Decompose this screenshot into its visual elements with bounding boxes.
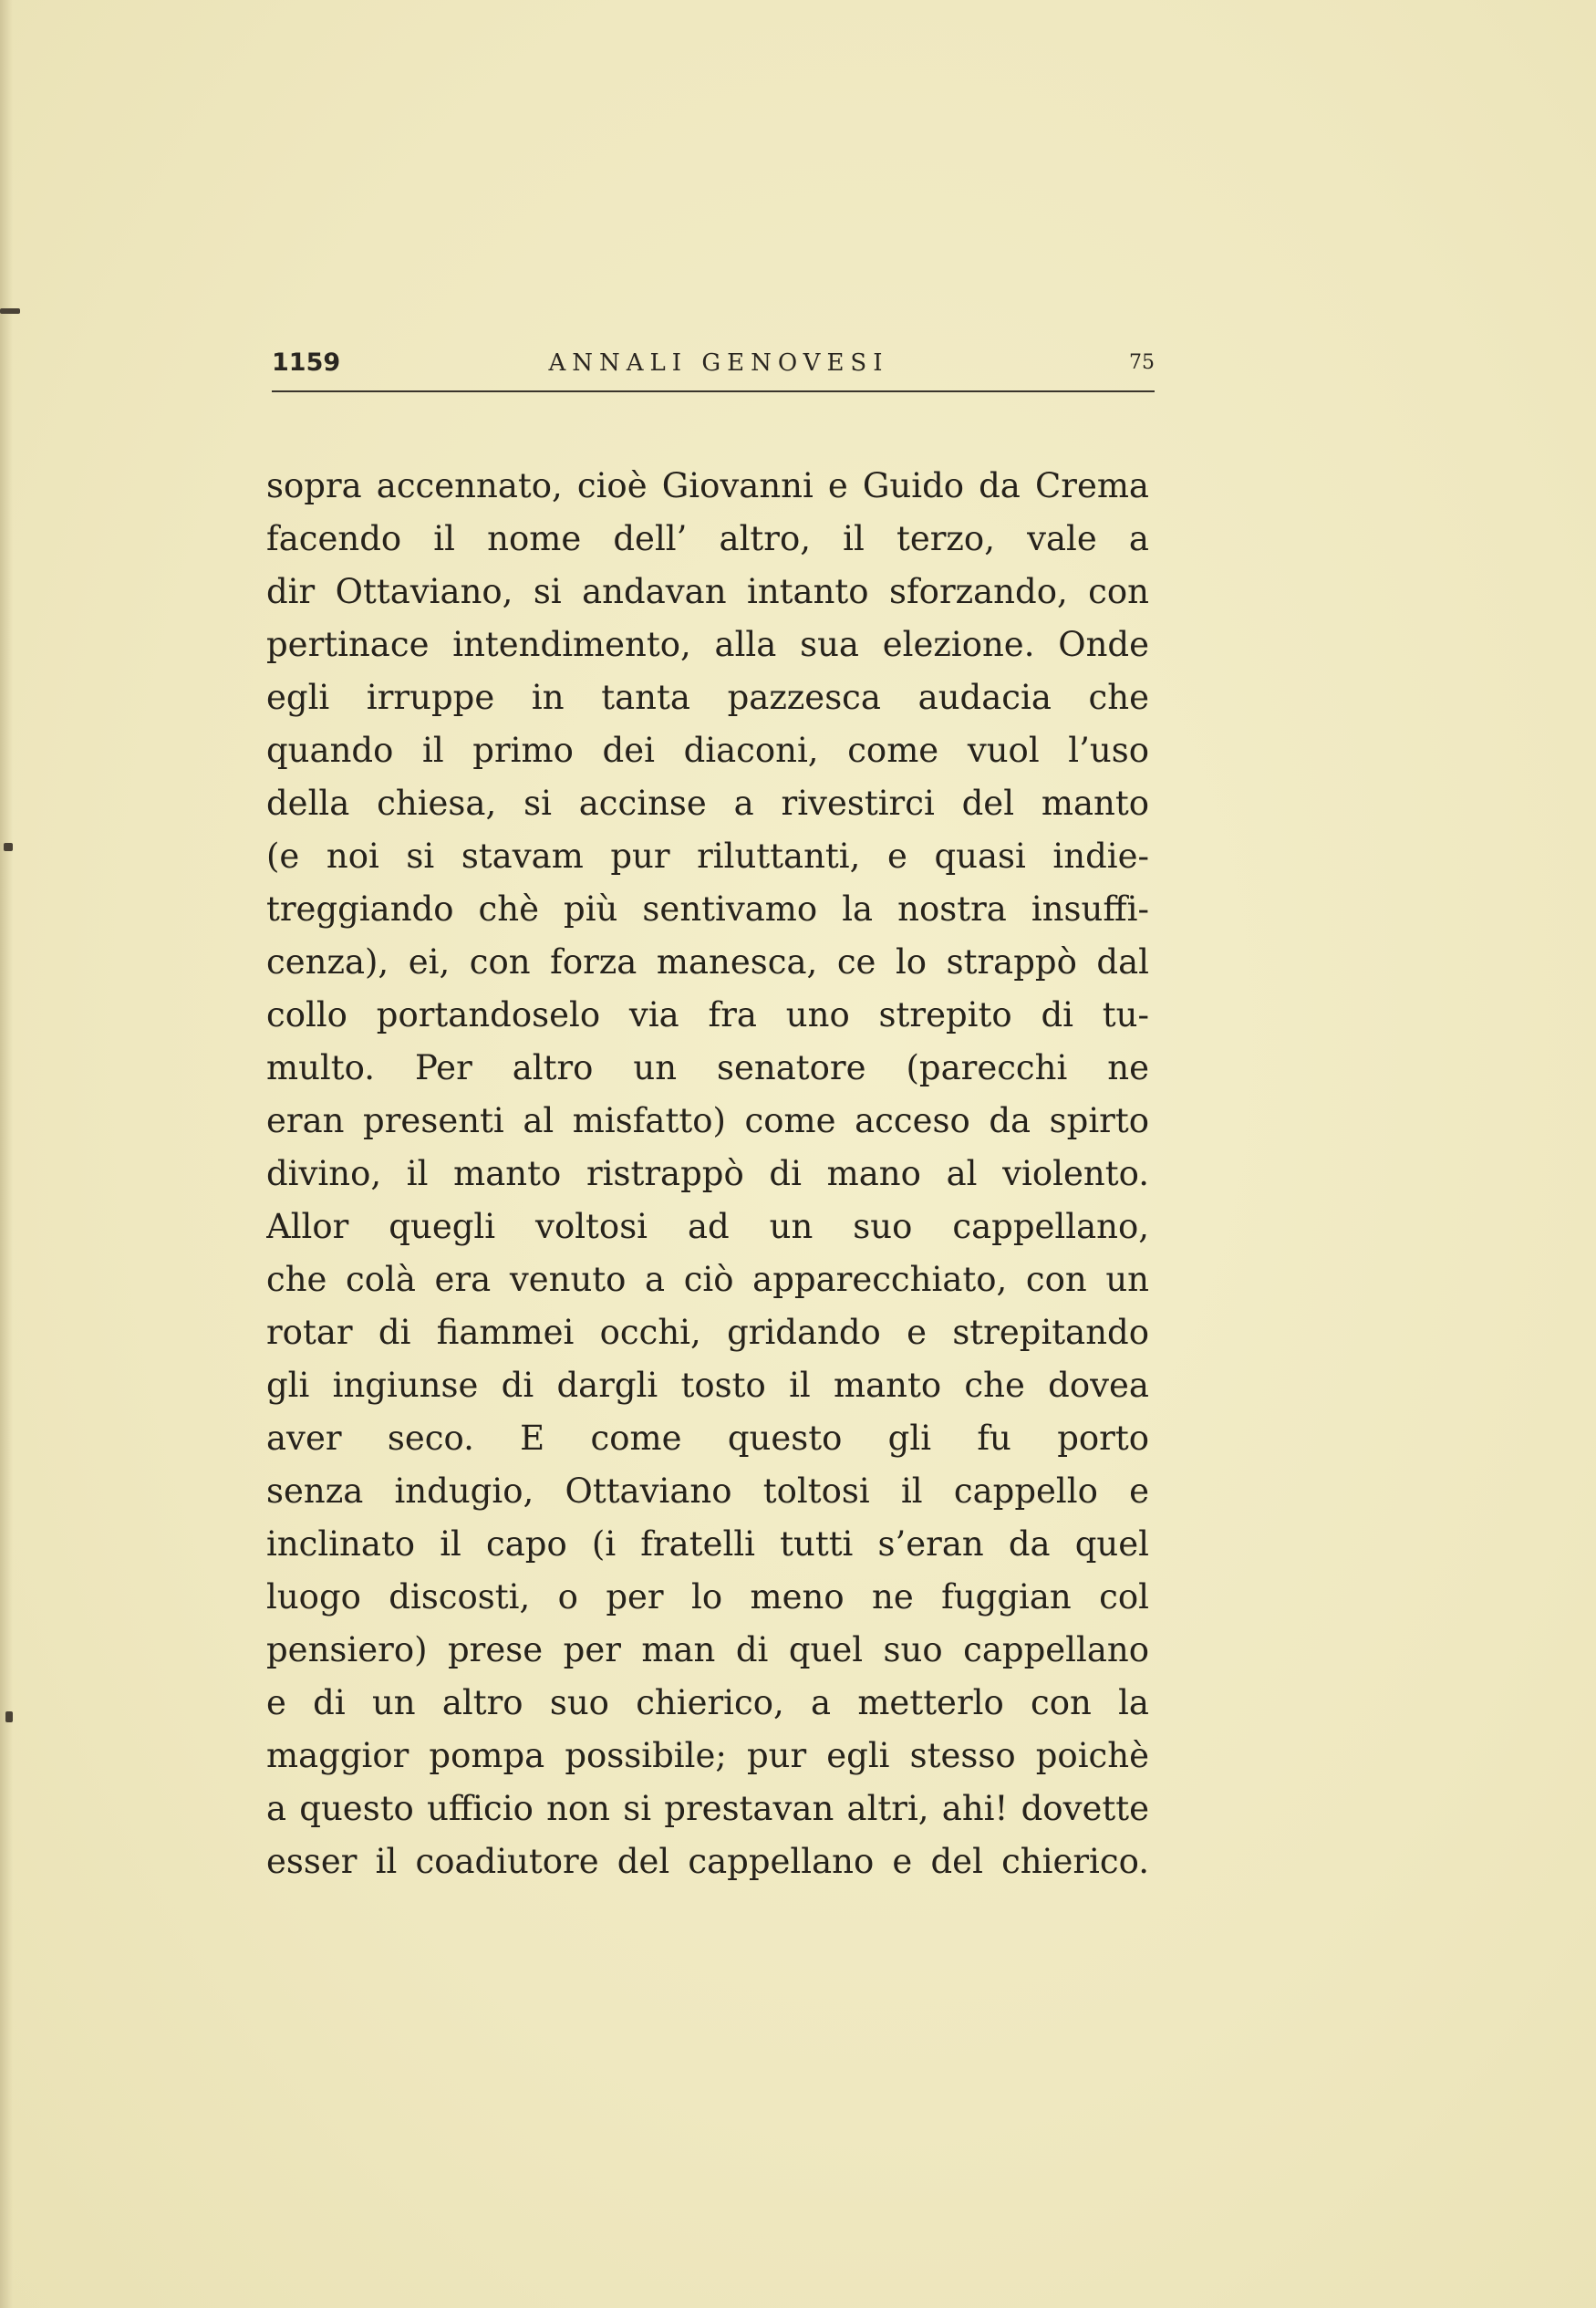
text-line: senza indugio, Ottaviano toltosi il cappello e <box>266 1471 1149 1511</box>
text-line: gli ingiunse di dargli tosto il manto che dovea <box>266 1366 1149 1405</box>
text-line: inclinato il capo (i fratelli tutti s’eran da quel <box>266 1524 1149 1564</box>
running-title: ANNALI GENOVESI <box>548 349 889 377</box>
body-text <box>266 460 1149 1888</box>
text-line: cenza), ei, con forza manesca, ce lo strappò dal <box>266 942 1149 982</box>
text-line: pensiero) prese per man di quel suo cappellano <box>266 1630 1149 1669</box>
text-line: eran presenti al misfatto) come acceso da spirto <box>266 1101 1149 1140</box>
text-line: luogo discosti, o per lo meno ne fuggian col <box>266 1577 1149 1617</box>
text-line: Allor quegli voltosi ad un suo cappellano, <box>266 1207 1149 1246</box>
text-line: a questo ufficio non si prestavan altri, ahi! dovette <box>266 1789 1149 1828</box>
text-line: multo. Per altro un senatore (parecchi ne <box>266 1048 1149 1087</box>
text-line: dir Ottaviano, si andavan intanto sforzando, con <box>266 572 1149 611</box>
page-number: 75 <box>1129 351 1155 374</box>
header-rule <box>272 390 1155 392</box>
running-year: 1159 <box>272 348 341 377</box>
text-line: divino, il manto ristrappò di mano al violento. <box>266 1154 1149 1193</box>
text-line: esser il coadiutore del cappellano e del chierico. <box>266 1842 1149 1881</box>
text-line: egli irruppe in tanta pazzesca audacia che <box>266 678 1149 717</box>
text-line: sopra accennato, cioè Giovanni e Guido da Crema <box>266 466 1149 505</box>
text-line: (e noi si stavam pur riluttanti, e quasi indie- <box>266 837 1149 876</box>
text-line: della chiesa, si accinse a rivestirci del manto <box>266 784 1149 823</box>
page-edge <box>0 0 13 2308</box>
text-line: maggior pompa possibile; pur egli stesso poichè <box>266 1736 1149 1775</box>
binding-mark <box>5 1711 13 1722</box>
text-line: che colà era venuto a ciò apparecchiato, con un <box>266 1260 1149 1299</box>
binding-mark <box>4 843 13 851</box>
text-line: e di un altro suo chierico, a metterlo con la <box>266 1683 1149 1722</box>
running-header <box>272 345 1155 390</box>
text-line: facendo il nome dell’ altro, il terzo, vale a <box>266 519 1149 558</box>
text-line: quando il primo dei diaconi, come vuol l’uso <box>266 731 1149 770</box>
text-line: pertinace intendimento, alla sua elezione. Onde <box>266 625 1149 664</box>
text-line: rotar di fiammei occhi, gridando e strepitando <box>266 1313 1149 1352</box>
text-line: aver seco. E come questo gli fu porto <box>266 1419 1149 1458</box>
binding-mark <box>0 308 20 314</box>
text-line: treggiando chè più sentivamo la nostra insuffi- <box>266 889 1149 929</box>
text-line: collo portandoselo via fra uno strepito di tu- <box>266 995 1149 1034</box>
